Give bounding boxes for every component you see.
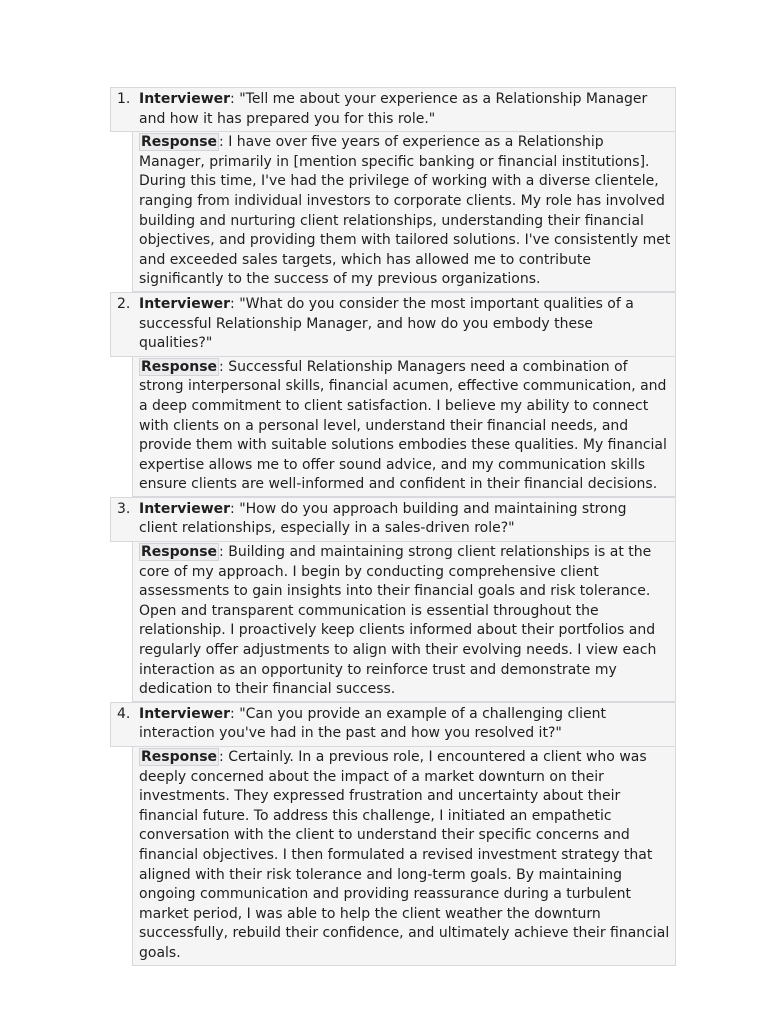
- question-row: 1. Interviewer: "Tell me about your experience as a Relationship Manager and how it has prepared you for this role.": [110, 87, 676, 132]
- interviewer-label: Interviewer: [139, 91, 231, 107]
- response-row: Response : Certainly. In a previous role, I encountered a client who was deeply concerned about the impact of a market downturn on their investments. They expressed frustration and uncertainty about their financial future. To address this challenge, I initiated an empathetic conversation with the client to understand their specific concerns and financial objectives. I then formulated a revised investment strategy that aligned with their risk tolerance and long-term goals. By maintaining ongoing communication and providing reassurance during a turbulent market period, I was able to help the client weather the downturn successfully, rebuild their confidence, and ultimately achieve their financial goals.: [132, 747, 676, 966]
- question-text: "What do you consider the most important qualities of a successful Relationship Manager, and how do you embody these qualities?": [139, 295, 634, 352]
- interview-document: [110, 87, 676, 966]
- item-number: 3.: [117, 500, 131, 517]
- question-text: "Can you provide an example of a challenging client interaction you've had in the past and how you resolved it?": [139, 705, 606, 742]
- item-number: 4.: [117, 705, 131, 722]
- question-text: "How do you approach building and maintaining strong client relationships, especially in a sales-driven role?": [139, 500, 627, 537]
- response-row: Response : Successful Relationship Managers need a combination of strong interpersonal skills, financial acumen, effective communication, and a deep commitment to client satisfaction. I believe my ability to connect with clients on a personal level, understand their financial needs, and provide them with suitable solutions embodies these qualities. My financial expertise allows me to offer sound advice, and my communication skills ensure clients are well-informed and confident in their financial decisions.: [132, 357, 676, 497]
- response-label: Response: [141, 749, 218, 765]
- response-row: Response : Building and maintaining strong client relationships is at the core of my approach. I begin by conducting comprehensive client assessments to gain insights into their financial goals and risk tolerance. Open and transparent communication is essential throughout the relationship. I proactively keep clients informed about their portfolios and regularly offer adjustments to align with their evolving needs. I view each interaction as an opportunity to reinforce trust and demonstrate my dedication to their financial success.: [132, 542, 676, 702]
- response-text: Successful Relationship Managers need a combination of strong interpersonal skills, financial acumen, effective communication, and a deep commitment to client satisfaction. I believe my ability to connect with clients on a personal level, understand their financial needs, and provide them with suitable solutions embodies these qualities. My financial expertise allows me to offer sound advice, and my communication skills ensure clients are well-informed and confident in their financial decisions.: [139, 358, 667, 493]
- question-row: 2. Interviewer: "What do you consider the most important qualities of a successful Relationship Manager, and how do you embody these qualities?": [110, 292, 676, 357]
- question-text: "Tell me about your experience as a Relationship Manager and how it has prepared you for this role.": [139, 91, 648, 127]
- response-row: Response : I have over five years of experience as a Relationship Manager, primarily in [mention specific banking or financial institutions]. During this time, I've had the privilege of working with a diverse clientele, ranging from individual investors to corporate clients. My role has involved building and nurturing client relationships, understanding their financial objectives, and providing them with tailored solutions. I've consistently met and exceeded sales targets, which has allowed me to contribute significantly to the success of my previous organizations.: [132, 132, 676, 292]
- item-number: 1.: [117, 91, 131, 107]
- interviewer-label: Interviewer: [139, 705, 231, 722]
- response-label: Response: [141, 544, 218, 561]
- item-number: 2.: [117, 295, 131, 312]
- response-text: Certainly. In a previous role, I encountered a client who was deeply concerned about the impact of a market downturn on their investments. They expressed frustration and uncertainty about their financial future. To address this challenge, I initiated an empathetic conversation with the client to understand their specific concerns and financial objectives. I then formulated a revised investment strategy that aligned with their risk tolerance and long-term goals. By maintaining ongoing communication and providing reassurance during a turbulent market period, I was able to help the client weather the downturn successfully, rebuild their confidence, and ultimately achieve their financial goals.: [139, 749, 670, 961]
- response-label: Response: [141, 358, 218, 375]
- response-text: I have over five years of experience as a Relationship Manager, primarily in [mention specific banking or financial institutions]. During this time, I've had the privilege of working with a diverse clientele, ranging from individual investors to corporate clients. My role has involved building and nurturing client relationships, understanding their financial objectives, and providing them with tailored solutions. I've consistently met and exceeded sales targets, which has allowed me to contribute significantly to the success of my previous organizations.: [139, 134, 671, 288]
- question-row: 4. Interviewer: "Can you provide an example of a challenging client interaction you've had in the past and how you resolved it?": [110, 702, 676, 747]
- interviewer-label: Interviewer: [139, 295, 231, 312]
- response-label: Response: [141, 134, 218, 151]
- response-text: Building and maintaining strong client relationships is at the core of my approach. I begin by conducting comprehensive client assessments to gain insights into their financial goals and risk tolerance. Open and transparent communication is essential throughout the relationship. I proactively keep clients informed about their portfolios and regularly offer adjustments to align with their evolving needs. I view each interaction as an opportunity to reinforce trust and demonstrate my dedication to their financial success.: [139, 544, 657, 698]
- interviewer-label: Interviewer: [139, 500, 231, 517]
- question-row: 3. Interviewer: "How do you approach building and maintaining strong client relationships, especially in a sales-driven role?": [110, 497, 676, 542]
